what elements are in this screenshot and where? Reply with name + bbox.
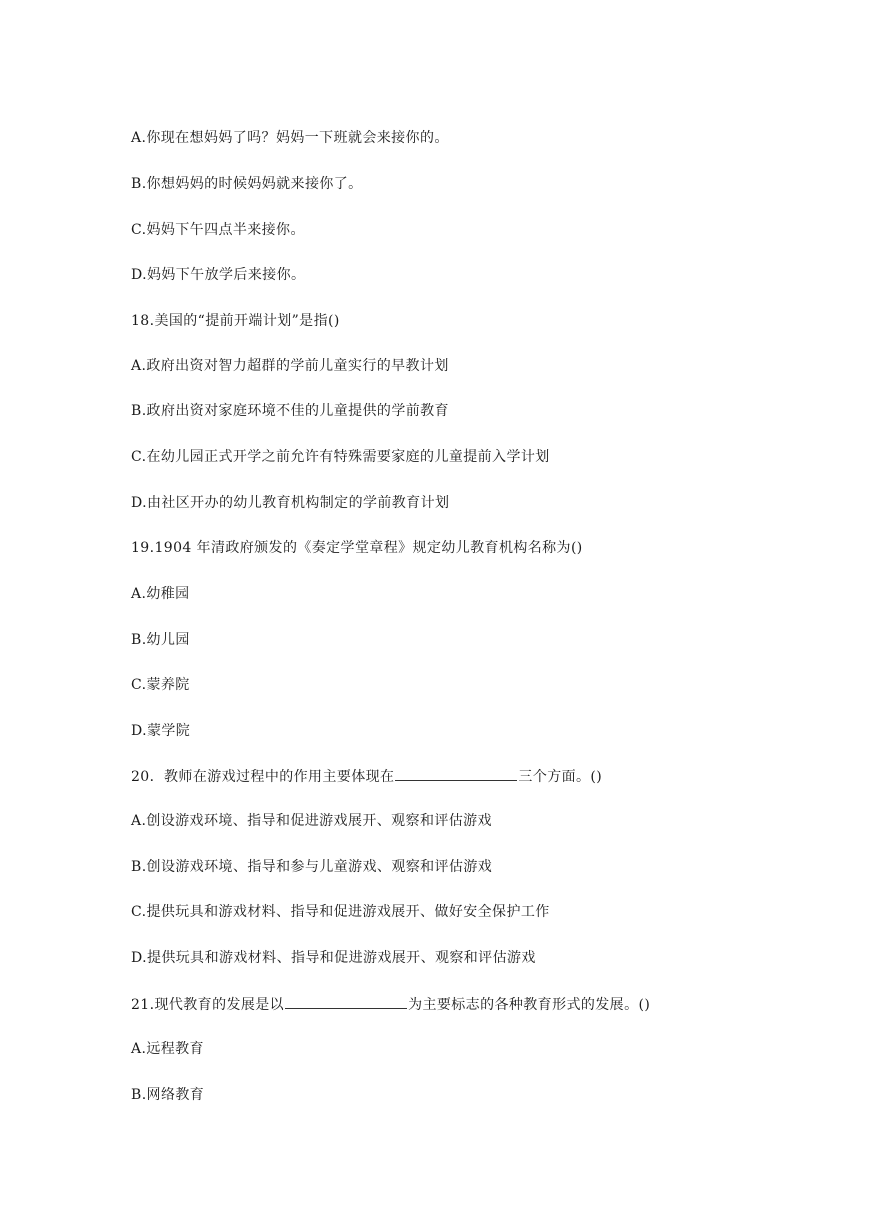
q19-stem: 19.1904 年清政府颁发的《奏定学堂章程》规定幼儿教育机构名称为() [131,540,583,556]
q18-option-b: B.政府出资对家庭环境不佳的儿童提供的学前教育 [131,403,449,419]
q21-option-a: A.远程教育 [131,1041,204,1057]
q21-stem-before: 21.现代教育的发展是以 [131,997,285,1013]
q21-option-b: B.网络教育 [131,1087,205,1103]
q17-option-c: C.妈妈下午四点半来接你。 [131,222,305,238]
q18-option-d: D.由社区开办的幼儿教育机构制定的学前教育计划 [131,495,450,511]
q20-stem [131,766,602,787]
q20-option-a: A.创设游戏环境、指导和促进游戏展开、观察和评估游戏 [131,813,492,829]
q20-stem-before: 20．教师在游戏过程中的作用主要体现在 [131,769,395,785]
q18-option-c: C.在幼儿园正式开学之前允许有特殊需要家庭的儿童提前入学计划 [131,449,550,465]
q21-stem-after: 为主要标志的各种教育形式的发展。() [408,997,651,1013]
q18-option-a: A.政府出资对智力超群的学前儿童实行的早教计划 [131,358,449,374]
q19-option-b: B.幼儿园 [131,632,190,648]
q19-option-c: C.蒙养院 [131,677,190,693]
q19-option-d: D.蒙学院 [131,723,191,739]
q20-answer-blank [395,766,517,781]
q20-option-b: B.创设游戏环境、指导和参与儿童游戏、观察和评估游戏 [131,859,493,875]
q17-option-b: B.你想妈妈的时候妈妈就来接你了。 [131,176,363,192]
q21-answer-blank [285,994,407,1009]
q20-option-d: D.提供玩具和游戏材料、指导和促进游戏展开、观察和评估游戏 [131,950,536,966]
q20-option-c: C.提供玩具和游戏材料、指导和促进游戏展开、做好安全保护工作 [131,904,550,920]
q18-stem: 18.美国的“提前开端计划”是指() [131,313,340,329]
q19-option-a: A.幼稚园 [131,586,190,602]
q17-option-d: D.妈妈下午放学后来接你。 [131,267,306,283]
q20-stem-after: 三个方面。() [518,769,603,785]
q21-stem [131,994,650,1015]
q17-option-a: A.你现在想妈妈了吗？妈妈一下班就会来接你的。 [131,130,449,146]
